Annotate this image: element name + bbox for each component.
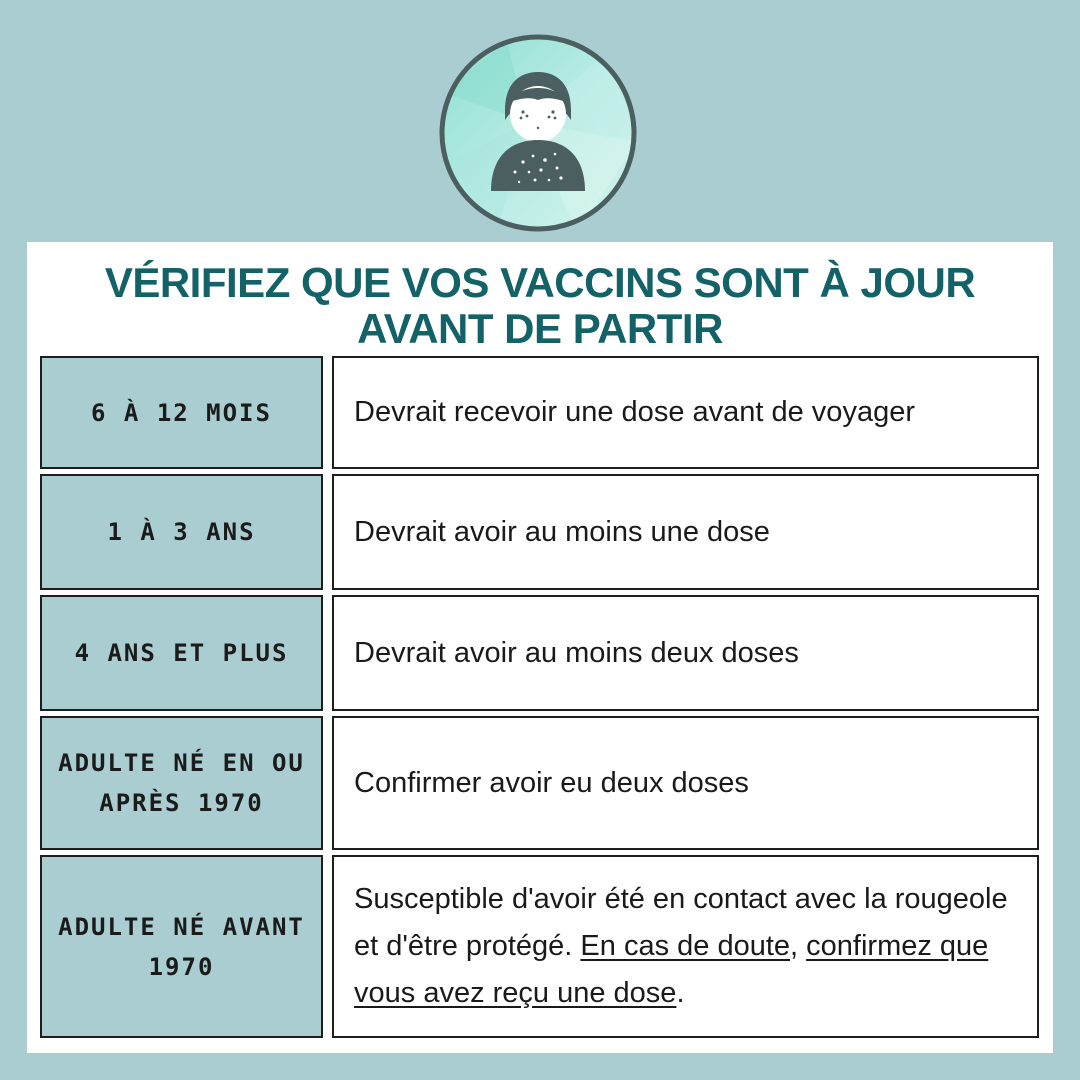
recommendation-text [332, 855, 1039, 1038]
age-group-label: ADULTE NÉ EN OU APRÈS 1970 [40, 716, 323, 850]
title-line-1: VÉRIFIEZ QUE VOS VACCINS SONT À JOUR [104, 259, 976, 306]
recommendation-plain-text: Susceptible d'avoir été en contact avec la rougeole et d'être protégé. [354, 883, 1008, 962]
recommendation-text: Devrait recevoir une dose avant de voyager [332, 356, 1039, 469]
recommendation-text: Devrait avoir au moins deux doses [332, 595, 1039, 711]
recommendation-text: Confirmer avoir eu deux doses [332, 716, 1039, 850]
end-punctuation: . [676, 977, 685, 1009]
title-line-2: AVANT DE PARTIR [357, 305, 723, 352]
table-row [40, 855, 1039, 1038]
age-group-label: ADULTE NÉ AVANT 1970 [40, 855, 323, 1038]
age-group-label: 1 À 3 ANS [40, 474, 323, 590]
recommendation-text: Devrait avoir au moins une dose [332, 474, 1039, 590]
table-row [40, 356, 1039, 469]
separator-text: , [790, 930, 807, 962]
age-group-label: 6 À 12 MOIS [40, 356, 323, 469]
table-row [40, 595, 1039, 711]
table-row [40, 474, 1039, 590]
page-title [27, 260, 1053, 352]
age-group-label: 4 ANS ET PLUS [40, 595, 323, 711]
vaccination-info-card [27, 242, 1053, 1053]
child-with-measles-rash-icon [437, 32, 639, 234]
doubt-link[interactable]: En cas de doute [580, 930, 791, 962]
table-row [40, 716, 1039, 850]
confirm-dose-link[interactable]: confirmez que vous avez reçu une dose [354, 930, 989, 1009]
